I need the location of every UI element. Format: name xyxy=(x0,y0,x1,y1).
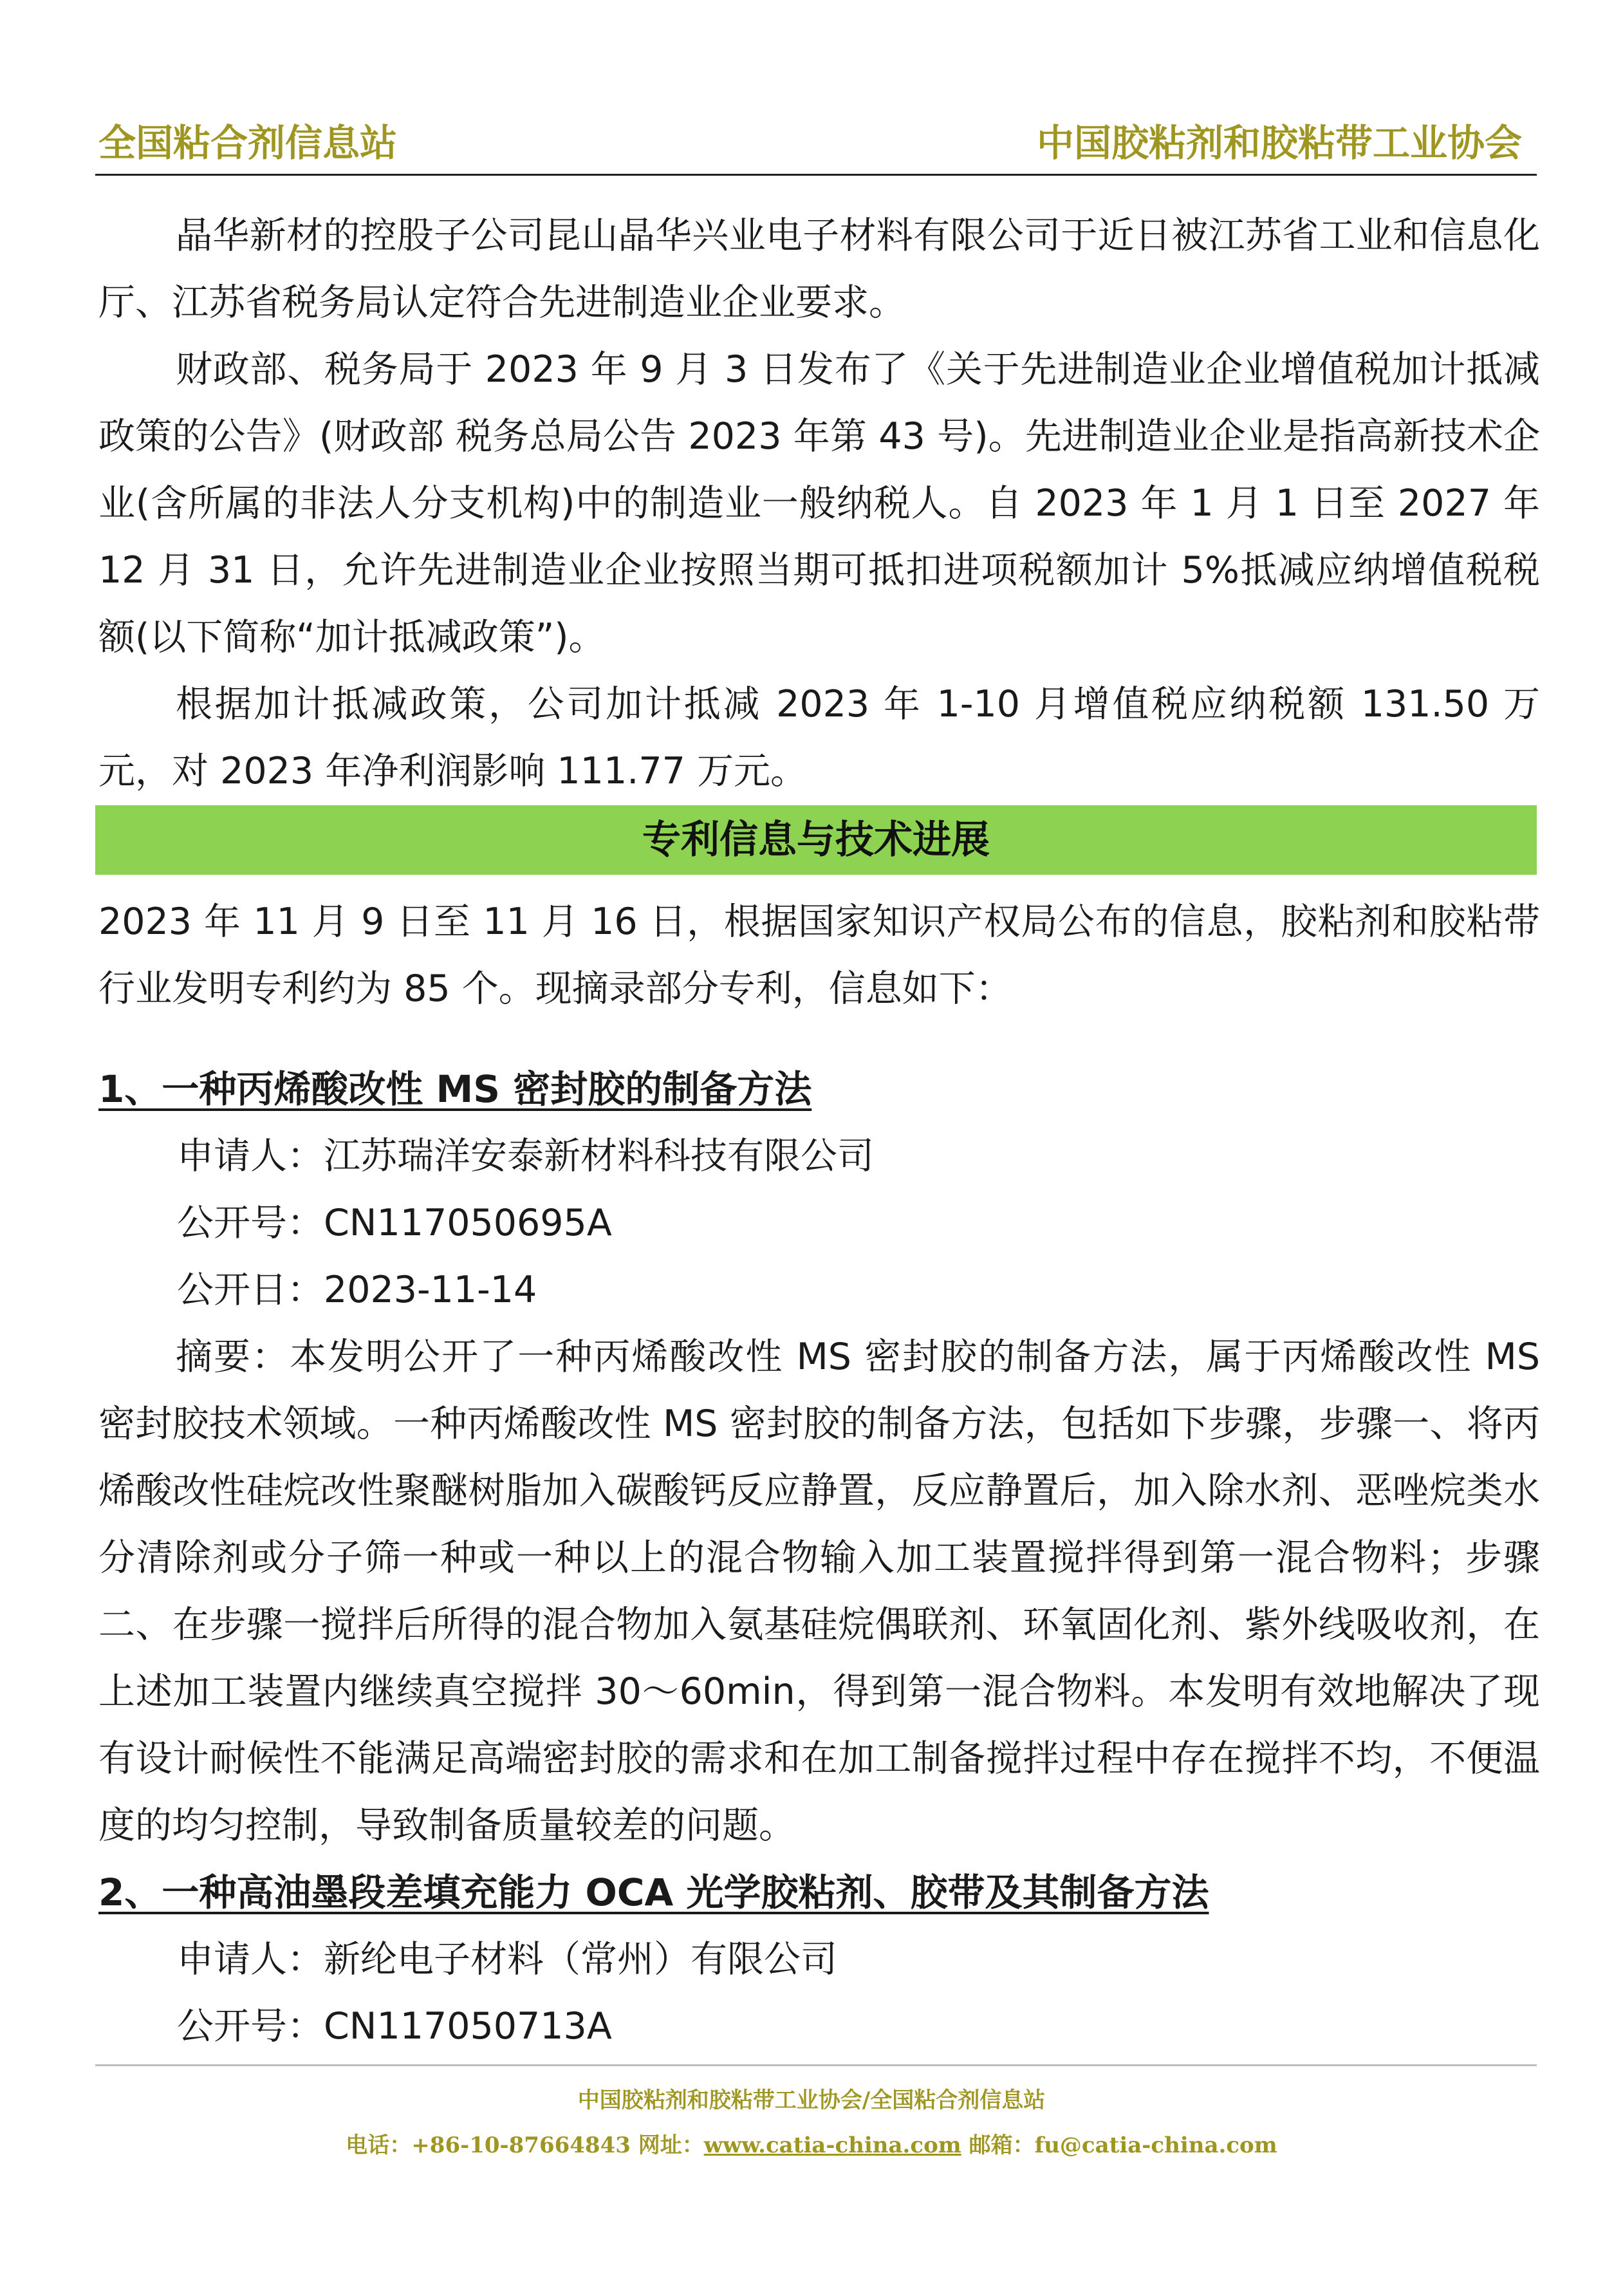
section-banner: 专利信息与技术进展 xyxy=(95,805,1537,875)
patent-1-title: 1、一种丙烯酸改性 MS 密封胶的制备方法 xyxy=(98,1067,812,1111)
intro-paragraph-1: 晶华新材的控股子公司昆山晶华兴业电子材料有限公司于近日被江苏省工业和信息化厅、江苏省税务局认定符合先进制造业企业要求。 xyxy=(98,214,1540,324)
patent-1-abstract: 摘要：本发明公开了一种丙烯酸改性 MS 密封胶的制备方法，属于丙烯酸改性 MS 密封胶技术领域。一种丙烯酸改性 MS 密封胶的制备方法，包括如下步骤，步骤一、将丙烯酸改性硅烷改性聚醚树脂加入碳酸钙反应静置，反应静置后，加入除水剂、恶唑烷类水分清除剂或分子筛一种或一种以上的混合物输入加工装置搅拌得到第一混合物料；步骤二、在步骤一搅拌后所得的混合物加入氨基硅烷偶联剂、环氧固化剂、紫外线吸收剂，在上述加工装置内继续真空搅拌 30～60min，得到第一混合物料。本发明有效地解决了现有设计耐候性不能满足高端密封胶的需求和在加工制备搅拌过程中存在搅拌不均，不便温度的均匀控制，导致制备质量较差的问题。 xyxy=(98,1336,1540,1847)
footer-contact xyxy=(0,2127,1623,2159)
footer-divider xyxy=(95,2064,1537,2066)
patent-2-title: 2、一种高油墨段差填充能力 OCA 光学胶粘剂、胶带及其制备方法 xyxy=(98,1871,1209,1914)
patent-1-publication-date: 公开日：2023-11-14 xyxy=(177,1269,537,1311)
section-lead-paragraph: 2023 年 11 月 9 日至 11 月 16 日，根据国家知识产权局公布的信息，胶粘剂和胶粘带行业发明专利约为 85 个。现摘录部分专利，信息如下： xyxy=(98,901,1540,1010)
footer-email: 邮箱：fu@catia-china.com xyxy=(961,2133,1277,2158)
header-left-title: 全国粘合剂信息站 xyxy=(98,121,398,165)
header-divider xyxy=(95,174,1537,176)
patent-1-publication-number: 公开号：CN117050695A xyxy=(177,1202,612,1244)
header-right-title: 中国胶粘剂和胶粘带工业协会 xyxy=(1036,121,1522,165)
patent-1-applicant: 申请人：江苏瑞洋安泰新材料科技有限公司 xyxy=(177,1135,874,1177)
footer-organization: 中国胶粘剂和胶粘带工业协会/全国粘合剂信息站 xyxy=(577,2087,1046,2113)
footer-phone: 电话：+86-10-87664843 网址： xyxy=(346,2133,704,2158)
patent-2-applicant: 申请人：新纶电子材料（常州）有限公司 xyxy=(177,1938,837,1981)
patent-2-publication-number: 公开号：CN117050713A xyxy=(177,2005,612,2048)
footer-website-link[interactable]: www.catia-china.com xyxy=(703,2133,961,2158)
intro-paragraph-3: 根据加计抵减政策，公司加计抵减 2023 年 1-10 月增值税应纳税额 131.50 万元，对 2023 年净利润影响 111.77 万元。 xyxy=(98,683,1540,792)
intro-paragraph-2: 财政部、税务局于 2023 年 9 月 3 日发布了《关于先进制造业企业增值税加计抵减政策的公告》(财政部 税务总局公告 2023 年第 43 号)。先进制造业企业是指高新技术企业(含所属的非法人分支机构)中的制造业一般纳税人。自 2023 年 1 月 1 日至 2027 年 12 月 31 日，允许先进制造业企业按照当期可抵扣进项税额加计 5%抵减应纳增值税税额(以下简称“加计抵减政策”)。 xyxy=(98,348,1540,658)
